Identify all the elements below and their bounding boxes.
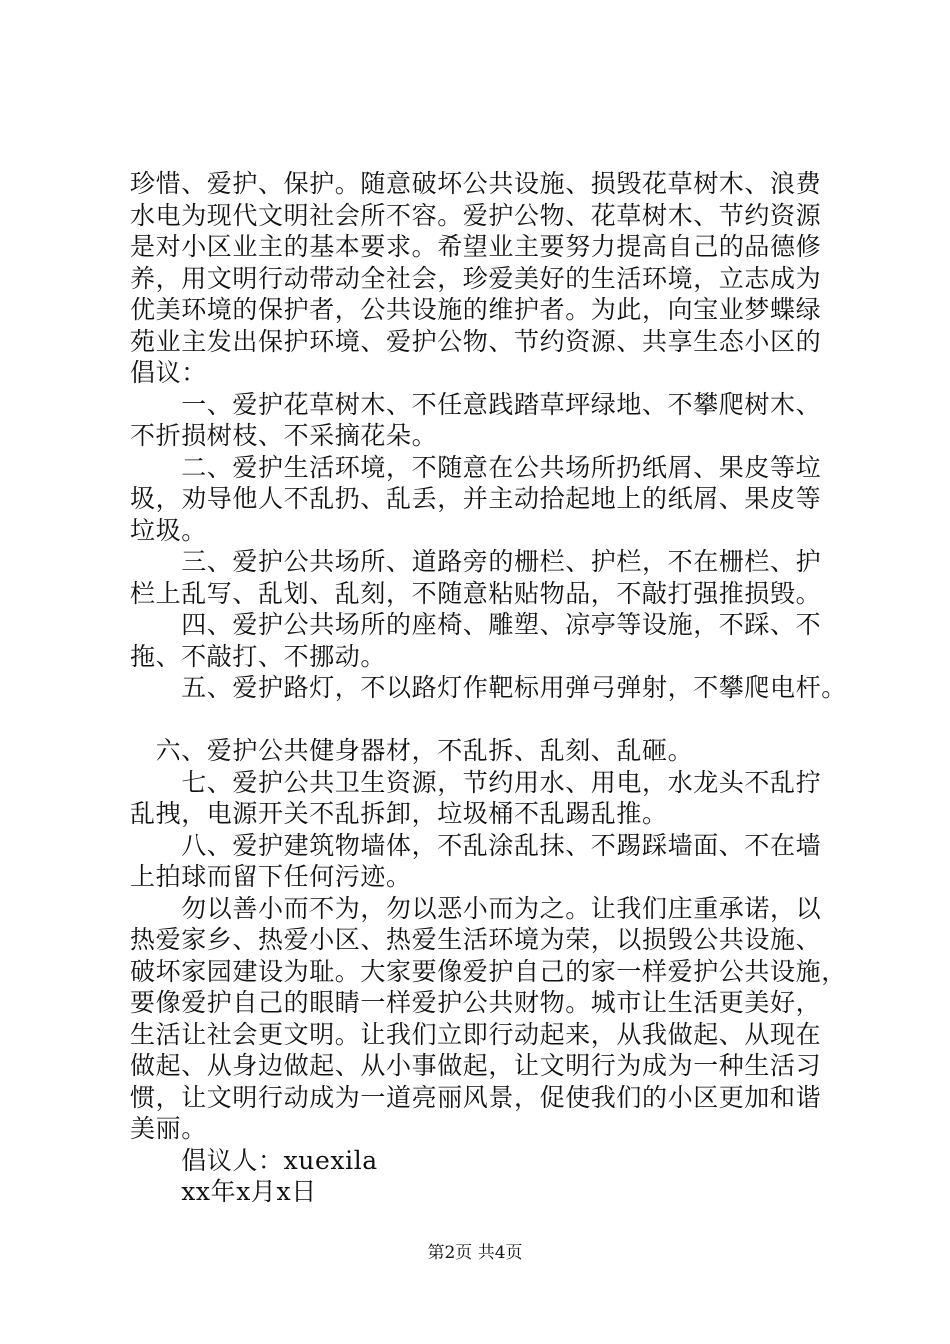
text-line: 三、爱护公共场所、道路旁的栅栏、护栏，不在栅栏、护: [130, 547, 822, 576]
text-line: 优美环境的保护者，公共设施的维护者。为此，向宝业梦蝶绿: [130, 295, 822, 324]
text-line: 做起、从身边做起、从小事做起，让文明行为成为一种生活习: [130, 1051, 822, 1080]
document-body: [130, 168, 850, 1208]
text-line: 珍惜、爱护、保护。随意破坏公共设施、损毁花草树木、浪费: [130, 169, 822, 198]
text-line: 五、爱护路灯，不以路灯作靶标用弹弓弹射，不攀爬电杆。: [130, 673, 847, 702]
text-line: 养，用文明行动带动全社会，珍爱美好的生活环境，立志成为: [130, 263, 822, 293]
text-line: 是对小区业主的基本要求。希望业主要努力提高自己的品德修: [130, 232, 822, 261]
text-line: 垃圾。: [130, 515, 207, 545]
text-line: 圾，劝导他人不乱扔、乱丢，并主动拾起地上的纸屑、果皮等: [130, 484, 822, 513]
text-line: 苑业主发出保护环境、爱护公物、节约资源、共享生态小区的: [130, 326, 822, 356]
text-line: 栏上乱写、乱划、乱刻，不随意粘贴物品，不敲打强推损毁。: [130, 578, 822, 608]
text-line: 倡议：: [130, 358, 207, 387]
text-line: 美丽。: [130, 1114, 207, 1143]
page-number-footer: 第2页 共4页: [427, 1243, 523, 1263]
text-line: 不折损树枝、不采摘花朵。: [130, 421, 438, 450]
date-line: xx年x月x日: [130, 1177, 317, 1206]
text-line: 水电为现代文明社会所不容。爱护公物、花草树木、节约资源: [130, 200, 822, 230]
text-line: 勿以善小而不为，勿以恶小而为之。让我们庄重承诺，以: [130, 893, 822, 923]
text-line: 二、爱护生活环境，不随意在公共场所扔纸屑、果皮等垃: [130, 452, 822, 482]
text-line: 一、爱护花草树木、不任意践踏草坪绿地、不攀爬树木、: [130, 389, 822, 419]
text-line: 惯，让文明行动成为一道亮丽风景，促使我们的小区更加和谐: [130, 1082, 822, 1112]
text-line: 四、爱护公共场所的座椅、雕塑、凉亭等设施，不踩、不: [130, 610, 822, 639]
text-line: 八、爱护建筑物墙体，不乱涂乱抹、不踢踩墙面、不在墙: [130, 830, 822, 860]
signature-line: 倡议人：xuexila: [130, 1145, 378, 1175]
text-line: 上拍球而留下任何污迹。: [130, 862, 412, 891]
text-line: 热爱家乡、热爱小区、热爱生活环境为荣，以损毁公共设施、: [130, 925, 822, 954]
text-line: 拖、不敲打、不挪动。: [130, 641, 387, 671]
text-line: 要像爱护自己的眼睛一样爱护公共财物。城市让生活更美好，: [130, 988, 822, 1017]
text-line: 七、爱护公共卫生资源，节约用水、用电，水龙头不乱拧: [130, 767, 822, 797]
text-line: 破坏家园建设为耻。大家要像爱护自己的家一样爱护公共设施，: [130, 956, 847, 986]
text-line: 六、爱护公共健身器材，不乱拆、乱刻、乱砸。: [130, 736, 694, 765]
text-line: 乱拽，电源开关不乱拆卸，垃圾桶不乱踢乱推。: [130, 799, 668, 828]
text-line: 生活让社会更文明。让我们立即行动起来，从我做起、从现在: [130, 1019, 822, 1049]
